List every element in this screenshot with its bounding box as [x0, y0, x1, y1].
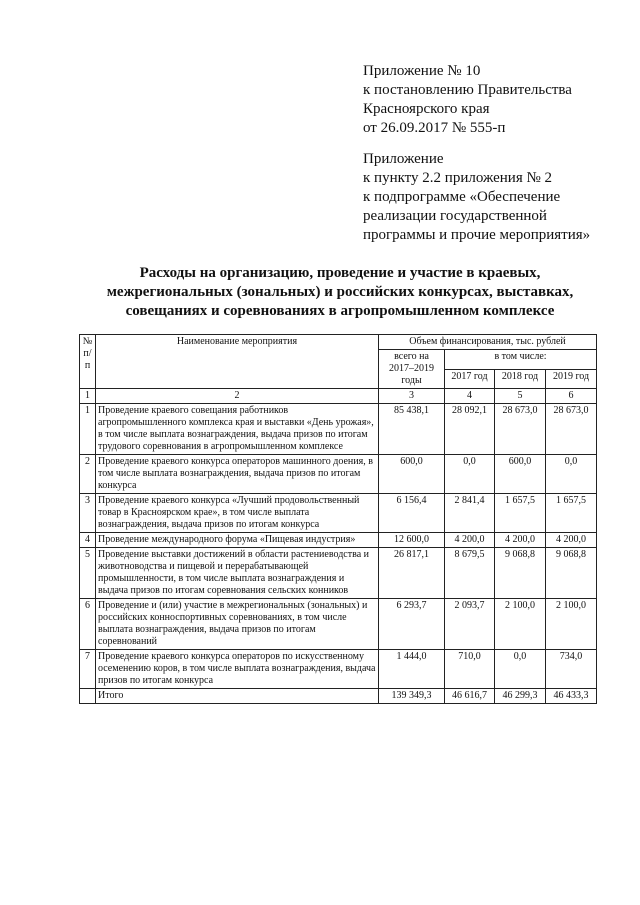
column-number: 1	[80, 389, 96, 404]
header-2018: 2018 год	[495, 369, 546, 389]
row-number: 6	[80, 599, 96, 650]
row-2017: 0,0	[445, 455, 495, 494]
row-2019: 0,0	[546, 455, 597, 494]
header-total: всего на 2017–2019 годы	[379, 350, 445, 389]
header-2017: 2017 год	[445, 369, 495, 389]
column-number: 5	[495, 389, 546, 404]
table-header-row	[80, 335, 597, 350]
row-2019: 28 673,0	[546, 404, 597, 455]
table-row	[80, 533, 597, 548]
totals-label: Итого	[96, 689, 379, 704]
row-2018: 4 200,0	[495, 533, 546, 548]
table-row	[80, 404, 597, 455]
row-2017: 2 841,4	[445, 494, 495, 533]
totals-total: 139 349,3	[379, 689, 445, 704]
row-2018: 1 657,5	[495, 494, 546, 533]
table-row	[80, 494, 597, 533]
appendix-line: Красноярского края	[363, 101, 490, 117]
row-name: Проведение и (или) участие в межрегиональных (зональных) и российских конноспортивных соревнованиях, в том числе выплата вознаграждения, выдача призов по итогам соревнований	[96, 599, 379, 650]
row-2017: 710,0	[445, 650, 495, 689]
row-number: 4	[80, 533, 96, 548]
row-name: Проведение краевого конкурса операторов машинного доения, в том числе выплата вознаграждения, выдача призов по итогам конкурса	[96, 455, 379, 494]
row-2018: 600,0	[495, 455, 546, 494]
row-2018: 28 673,0	[495, 404, 546, 455]
title-line: Расходы на организацию, проведение и участие в краевых,	[139, 265, 541, 281]
appendix-line: от 26.09.2017 № 555-п	[363, 120, 506, 136]
row-number: 7	[80, 650, 96, 689]
appendix-line: к постановлению Правительства	[363, 82, 572, 98]
column-number: 3	[379, 389, 445, 404]
totals-row	[80, 689, 597, 704]
row-name: Проведение выставки достижений в области растениеводства и животноводства и пищевой и перерабатывающей промышленности, в том числе выплата вознаграждения и выдача призов по итогам соревнования сельских конников	[96, 548, 379, 599]
row-2019: 734,0	[546, 650, 597, 689]
totals-2017: 46 616,7	[445, 689, 495, 704]
header-including: в том числе:	[445, 350, 597, 370]
table-row	[80, 599, 597, 650]
totals-number	[80, 689, 96, 704]
row-2018: 9 068,8	[495, 548, 546, 599]
row-name: Проведение краевого совещания работников агропромышленного комплекса края и выставки «День урожая», в том числе выплата вознаграждения, выдача призов по итогам трудового соревнования в агропромышленном комплексе	[96, 404, 379, 455]
table-row	[80, 650, 597, 689]
column-number: 2	[96, 389, 379, 404]
header-name: Наименование мероприятия	[96, 335, 379, 389]
row-number: 2	[80, 455, 96, 494]
title-line: совещаниях и соревнованиях в агропромышленном комплексе	[125, 303, 555, 319]
totals-2018: 46 299,3	[495, 689, 546, 704]
column-numbers-row	[80, 389, 597, 404]
appendix-line: к подпрограмме «Обеспечение	[363, 189, 561, 205]
row-name: Проведение международного форума «Пищевая индустрия»	[96, 533, 379, 548]
header-funding: Объем финансирования, тыс. рублей	[379, 335, 597, 350]
row-total: 85 438,1	[379, 404, 445, 455]
row-2017: 8 679,5	[445, 548, 495, 599]
row-number: 5	[80, 548, 96, 599]
title-line: межрегиональных (зональных) и российских конкурсах, выставках,	[106, 284, 574, 300]
row-2017: 28 092,1	[445, 404, 495, 455]
appendix-line: Приложение	[363, 151, 444, 167]
appendix-reference-block	[363, 150, 590, 245]
expenses-table	[79, 334, 597, 704]
row-number: 3	[80, 494, 96, 533]
row-2017: 4 200,0	[445, 533, 495, 548]
row-2019: 1 657,5	[546, 494, 597, 533]
appendix-line: программы и прочие мероприятия»	[363, 227, 591, 243]
row-2019: 9 068,8	[546, 548, 597, 599]
row-2018: 0,0	[495, 650, 546, 689]
row-total: 6 293,7	[379, 599, 445, 650]
row-total: 6 156,4	[379, 494, 445, 533]
table-row	[80, 548, 597, 599]
row-total: 26 817,1	[379, 548, 445, 599]
totals-2019: 46 433,3	[546, 689, 597, 704]
column-number: 6	[546, 389, 597, 404]
row-total: 600,0	[379, 455, 445, 494]
row-2018: 2 100,0	[495, 599, 546, 650]
row-2019: 2 100,0	[546, 599, 597, 650]
header-2019: 2019 год	[546, 369, 597, 389]
column-number: 4	[445, 389, 495, 404]
row-number: 1	[80, 404, 96, 455]
appendix-line: Приложение № 10	[363, 63, 481, 79]
row-total: 1 444,0	[379, 650, 445, 689]
appendix-10-block	[363, 62, 572, 138]
row-total: 12 600,0	[379, 533, 445, 548]
header-num: № п/п	[80, 335, 96, 389]
document-title	[40, 264, 640, 321]
appendix-line: к пункту 2.2 приложения № 2	[363, 170, 553, 186]
row-name: Проведение краевого конкурса «Лучший продовольственный товар в Красноярском крае», в том числе выплата вознаграждения, выдача призов по итогам конкурса	[96, 494, 379, 533]
row-name: Проведение краевого конкурса операторов по искусственному осеменению коров, в том числе выплата вознаграждения, выдача призов по итогам конкурса	[96, 650, 379, 689]
row-2017: 2 093,7	[445, 599, 495, 650]
row-2019: 4 200,0	[546, 533, 597, 548]
table-row	[80, 455, 597, 494]
appendix-line: реализации государственной	[363, 208, 547, 224]
